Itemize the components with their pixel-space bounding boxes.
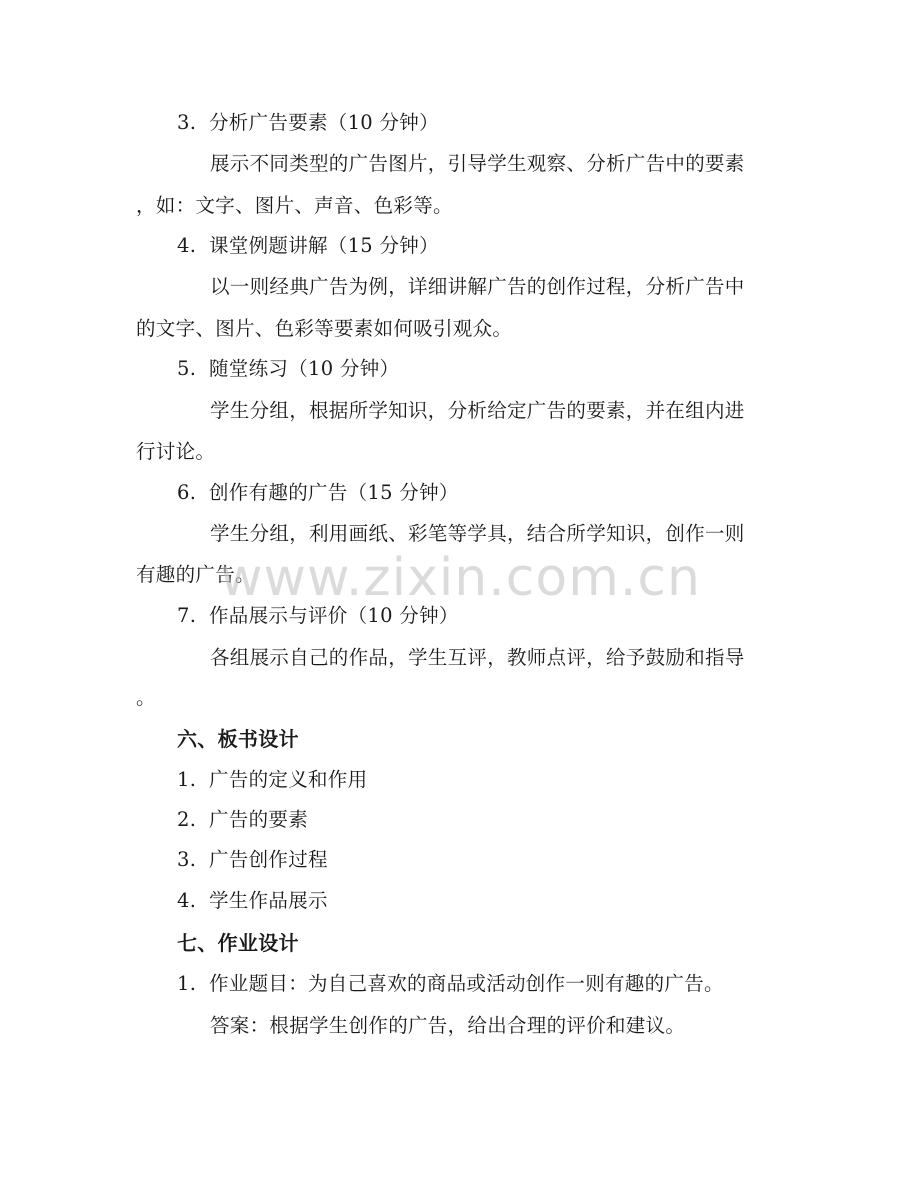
list-number: 3. — [177, 848, 197, 871]
list-item-text: 广告的要素 — [209, 808, 309, 831]
watermark: www.zixin.com.cn — [220, 548, 701, 608]
list-number: 3. — [177, 111, 197, 134]
list-item-text: 创作有趣的广告（15 分钟） — [209, 481, 459, 504]
list-item-text: 广告创作过程 — [209, 848, 328, 871]
list-item-text: 广告的定义和作用 — [209, 768, 368, 791]
list-item-6 — [177, 479, 459, 507]
list-item-text: 课堂例题讲解（15 分钟） — [209, 234, 439, 257]
paragraph-line: 的文字、图片、色彩等要素如何吸引观众。 — [136, 317, 513, 340]
list-item-text: 作品展示与评价（10 分钟） — [209, 604, 459, 627]
paragraph-line: 各组展示自己的作品，学生互评，教师点评，给予鼓励和指导 — [210, 646, 745, 669]
section-heading-homework-design: 七、作业设计 — [177, 931, 299, 955]
list-number: 6. — [177, 481, 197, 504]
list-item-text: 学生作品展示 — [209, 889, 328, 912]
list-item-4 — [177, 232, 439, 260]
list-number: 2. — [177, 808, 197, 831]
list-number: 1. — [177, 768, 197, 791]
list-item — [177, 846, 328, 874]
list-item-3 — [177, 109, 439, 137]
paragraph-line: 学生分组，根据所学知识，分析给定广告的要素，并在组内进 — [210, 399, 745, 422]
paragraph-line: ，如：文字、图片、声音、色彩等。 — [136, 194, 453, 217]
list-number: 4. — [177, 234, 197, 257]
list-item-text: 作业题目：为自己喜欢的商品或活动创作一则有趣的广告。 — [209, 972, 724, 995]
list-item-text: 随堂练习（10 分钟） — [209, 357, 400, 380]
list-item — [177, 970, 724, 998]
list-item-text: 分析广告要素（10 分钟） — [209, 111, 439, 134]
paragraph-line: 展示不同类型的广告图片，引导学生观察、分析广告中的要素 — [210, 152, 745, 175]
answer-line: 答案：根据学生创作的广告，给出合理的评价和建议。 — [210, 1014, 686, 1037]
paragraph-line: 学生分组，利用画纸、彩笔等学具，结合所学知识，创作一则 — [210, 522, 745, 545]
section-heading-board-design: 六、板书设计 — [177, 727, 299, 751]
list-number: 5. — [177, 357, 197, 380]
paragraph-line: 有趣的广告。 — [136, 563, 255, 586]
paragraph-line: 行讨论。 — [136, 440, 216, 463]
list-item — [177, 766, 367, 794]
list-item — [177, 806, 308, 834]
list-number: 4. — [177, 889, 197, 912]
list-number: 1. — [177, 972, 197, 995]
list-item-5 — [177, 355, 399, 383]
paragraph-line: 。 — [136, 686, 156, 709]
list-number: 7. — [177, 604, 197, 627]
paragraph-line: 以一则经典广告为例，详细讲解广告的创作过程，分析广告中 — [210, 275, 745, 298]
list-item — [177, 887, 328, 915]
